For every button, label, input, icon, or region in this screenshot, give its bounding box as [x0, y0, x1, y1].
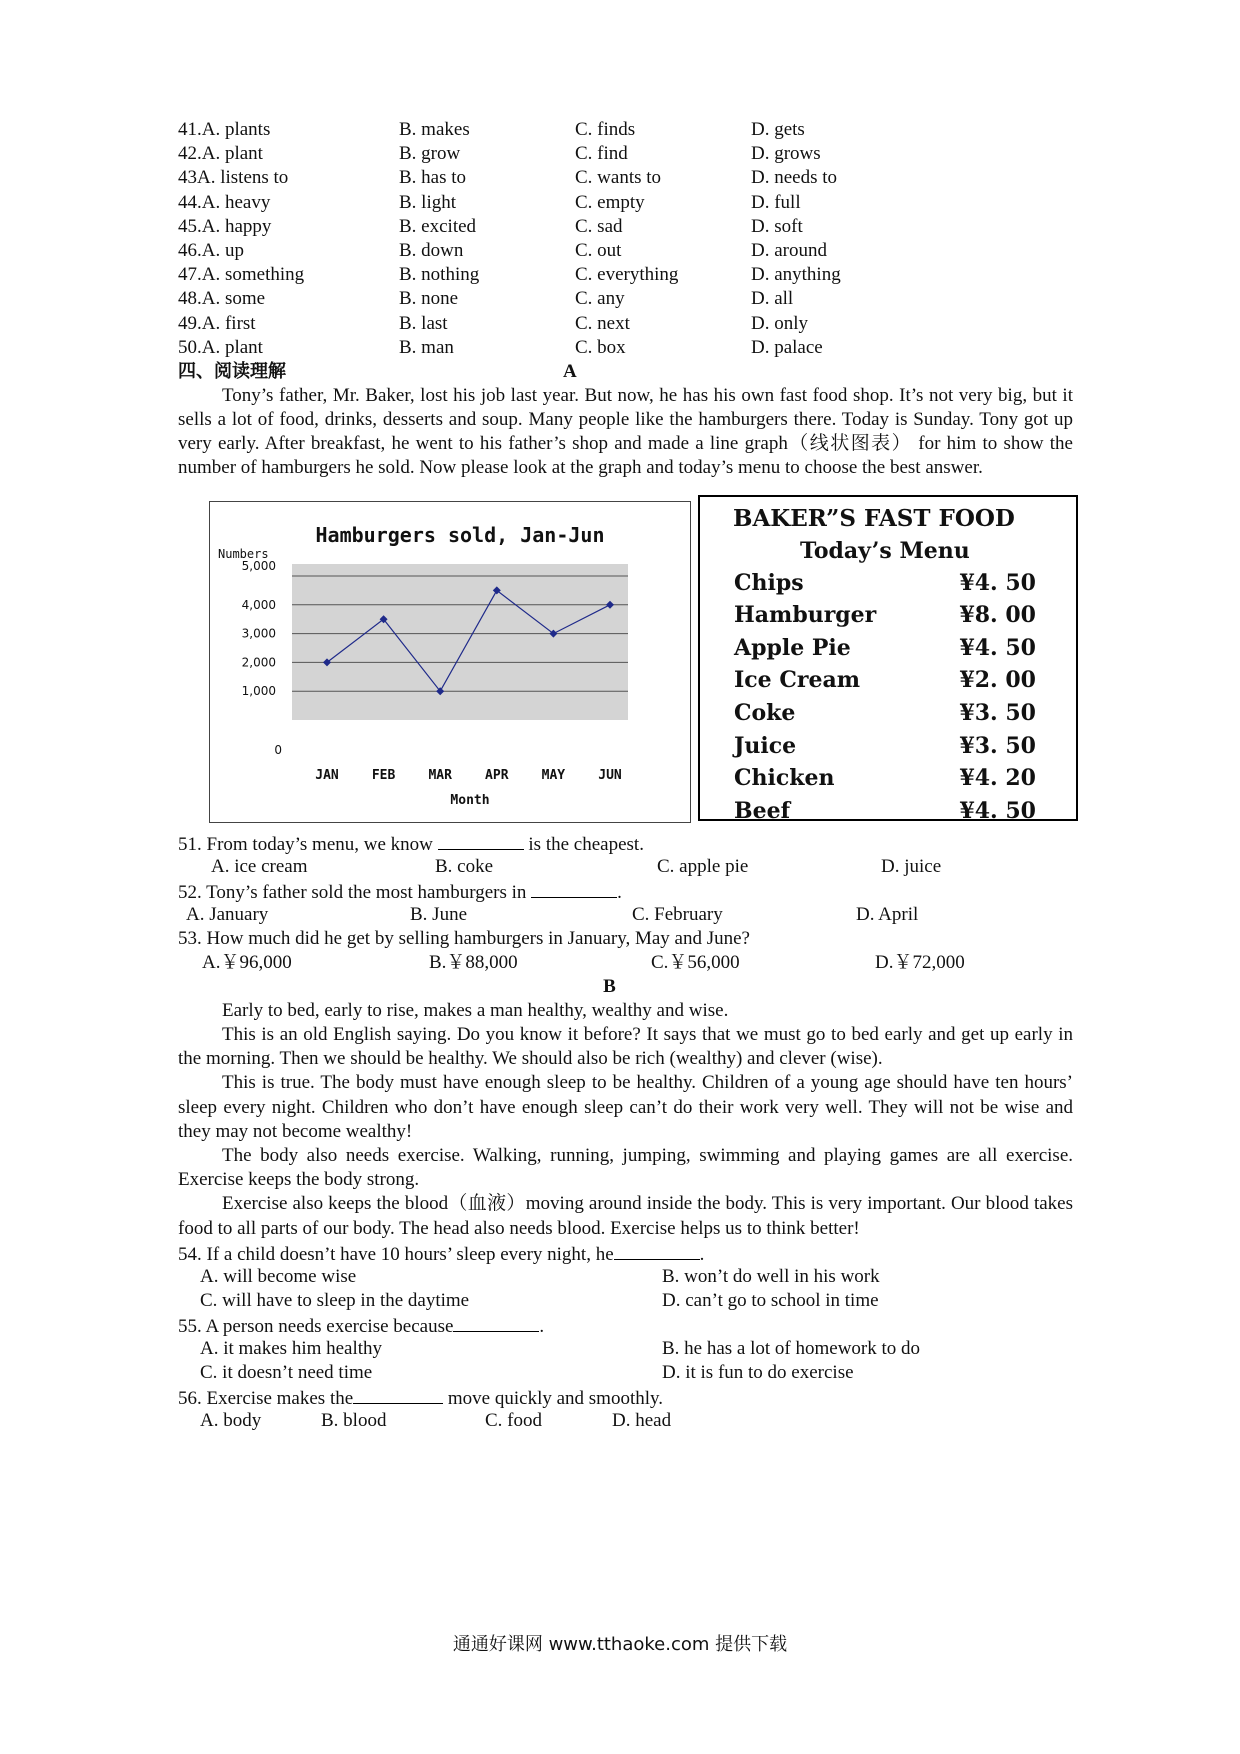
menu-board — [698, 495, 1078, 824]
option-a[interactable]: 43A. listens to — [178, 167, 289, 189]
x-tick-label: APR — [485, 767, 509, 783]
y-axis-label: Numbers — [218, 546, 269, 561]
q55-blank — [453, 1313, 539, 1332]
menu-item-name: Ice Cream — [734, 667, 860, 694]
option-a[interactable]: 46.A. up — [178, 239, 244, 261]
menu-item-name: Apple Pie — [734, 634, 851, 661]
question-54 — [178, 1241, 1073, 1265]
option-d[interactable]: D. full — [751, 191, 801, 213]
option-row — [178, 191, 1073, 215]
q51-option-b[interactable]: B. coke — [435, 855, 494, 877]
q56-option-c[interactable]: C. food — [485, 1409, 542, 1431]
line-chart — [209, 501, 691, 823]
q51-text-end: is the cheapest. — [528, 833, 644, 855]
q55-options-row2 — [178, 1361, 1073, 1385]
x-tick-label: FEB — [371, 767, 396, 783]
passage-b-p5: Exercise also keeps the blood（血液）moving around inside the body. This is very important. Our blood takes food to all parts of our body. The head also needs blood. Exercise helps us to think better! — [178, 1193, 1073, 1239]
option-a[interactable]: 42.A. plant — [178, 143, 263, 165]
menu-item-name: Juice — [734, 732, 797, 759]
option-row — [178, 287, 1073, 311]
q52-text: 52. Tony’s father sold the most hamburgers in — [178, 881, 527, 903]
q56-text-end: move quickly and smoothly. — [447, 1387, 664, 1409]
q52-option-c[interactable]: C. February — [632, 903, 723, 925]
option-row — [178, 312, 1073, 336]
section-heading — [178, 360, 1073, 384]
plot-area — [292, 564, 628, 720]
menu-item — [700, 762, 1076, 795]
menu-item-name: Coke — [734, 700, 796, 727]
option-c[interactable]: C. next — [575, 312, 630, 334]
y-tick-label: 1,000 — [241, 683, 276, 698]
y-tick-label: 2,000 — [241, 655, 276, 670]
q51-option-a[interactable]: A. ice cream — [211, 855, 308, 877]
q51-option-c[interactable]: C. apple pie — [657, 855, 749, 877]
option-d[interactable]: D. all — [751, 288, 794, 310]
menu-item-price: ¥8. 00 — [959, 602, 1036, 629]
option-a[interactable]: 41.A. plants — [178, 119, 271, 140]
figure-row — [178, 495, 1073, 831]
option-row — [178, 215, 1073, 239]
menu-item-name: Beef — [734, 797, 791, 824]
menu-items — [700, 567, 1076, 828]
option-a[interactable]: 47.A. something — [178, 264, 305, 286]
passage-b-p1: Early to bed, early to rise, makes a man healthy, wealthy and wise. — [222, 999, 729, 1021]
menu-item-price: ¥4. 50 — [959, 634, 1036, 661]
page-footer: 通通好课网 www.tthaoke.com 提供下载 — [452, 1634, 788, 1655]
option-c[interactable]: C. find — [575, 143, 628, 165]
menu-item — [700, 730, 1076, 763]
question-55 — [178, 1313, 1073, 1337]
option-b[interactable]: B. grow — [399, 143, 461, 165]
q56-options — [178, 1409, 1073, 1433]
q56-option-a[interactable]: A. body — [200, 1409, 262, 1431]
option-b[interactable]: B. makes — [399, 119, 470, 140]
menu-item-name: Chicken — [734, 765, 835, 792]
option-a[interactable]: 49.A. first — [178, 312, 256, 334]
option-c[interactable]: C. box — [575, 336, 626, 358]
q54-text-end: . — [699, 1243, 705, 1265]
q56-option-b[interactable]: B. blood — [321, 1409, 387, 1431]
x-tick-label: MAR — [428, 767, 452, 783]
menu-item — [700, 795, 1076, 828]
q54-blank — [614, 1241, 700, 1260]
option-d[interactable]: D. palace — [751, 336, 823, 358]
menu-item-price: ¥4. 20 — [959, 765, 1036, 792]
q55-option-d[interactable]: D. it is fun to do exercise — [662, 1361, 854, 1383]
chart-title: Hamburgers sold, Jan-Jun — [315, 522, 605, 547]
q51-blank — [438, 831, 524, 850]
q51-text: 51. From today’s menu, we know — [178, 833, 433, 855]
menu-item-price: ¥4. 50 — [959, 797, 1036, 824]
x-axis-label: Month — [450, 792, 490, 808]
q54-option-d[interactable]: D. can’t go to school in time — [662, 1289, 879, 1311]
q53-option-d[interactable]: D.￥72,000 — [875, 951, 965, 973]
option-b[interactable]: B. last — [399, 312, 448, 334]
q54-option-c[interactable]: C. will have to sleep in the daytime — [200, 1289, 470, 1311]
menu-item — [700, 664, 1076, 697]
option-b[interactable]: B. light — [399, 191, 457, 213]
question-52 — [178, 879, 1073, 903]
q53-option-b[interactable]: B.￥88,000 — [429, 951, 518, 973]
question-51 — [178, 831, 1073, 855]
option-c[interactable]: C. empty — [575, 191, 645, 213]
menu-subtitle: Today’s Menu — [800, 537, 970, 564]
option-d[interactable]: D. only — [751, 312, 808, 334]
y-tick-label: 3,000 — [241, 626, 276, 641]
menu-item-price: ¥3. 50 — [959, 700, 1036, 727]
option-a[interactable]: 44.A. heavy — [178, 191, 271, 213]
q51-options — [178, 855, 1073, 879]
option-d[interactable]: D. grows — [751, 143, 821, 165]
q52-option-d[interactable]: D. April — [856, 903, 919, 925]
option-b[interactable]: B. has to — [399, 167, 467, 189]
menu-item — [700, 697, 1076, 730]
q55-option-a[interactable]: A. it makes him healthy — [200, 1337, 383, 1359]
option-d[interactable]: D. soft — [751, 215, 803, 237]
option-b[interactable]: B. nothing — [399, 264, 480, 286]
menu-item-price: ¥2. 00 — [959, 667, 1036, 694]
exam-page — [178, 118, 1073, 1433]
menu-item-name: Chips — [734, 569, 804, 596]
passage-b-p3: This is true. The body must have enough sleep to be healthy. Children of a young age should have ten hours’ sleep every night. Children who don’t have enough sleep can’t do their work very well. They will not be wise and they may not become wealthy! — [178, 1072, 1073, 1142]
option-c[interactable]: C. wants to — [575, 167, 662, 189]
option-a[interactable]: 50.A. plant — [178, 336, 263, 358]
option-c[interactable]: C. out — [575, 239, 622, 261]
q52-blank — [531, 879, 617, 898]
x-tick-label: JAN — [315, 767, 339, 783]
option-b[interactable]: B. down — [399, 239, 464, 261]
option-row — [178, 239, 1073, 263]
q52-options — [178, 903, 1073, 927]
option-c[interactable]: C. everything — [575, 264, 679, 286]
q53-option-a[interactable]: A.￥96,000 — [202, 951, 292, 973]
menu-item-price: ¥3. 50 — [959, 732, 1036, 759]
menu-item-price: ¥4. 50 — [959, 569, 1036, 596]
menu-item — [700, 632, 1076, 665]
option-c[interactable]: C. any — [575, 288, 625, 310]
question-56 — [178, 1385, 1073, 1409]
q54-text: 54. If a child doesn’t have 10 hours’ sleep every night, he — [178, 1243, 614, 1265]
y-tick-label: 4,000 — [241, 597, 276, 612]
q52-text-end: . — [617, 881, 622, 903]
option-a[interactable]: 48.A. some — [178, 288, 266, 310]
menu-item — [700, 567, 1076, 600]
passage-b-p2: This is an old English saying. Do you know it before? It says that we must go to bed early and get up early in the morning. Then we should be healthy. We should also be rich (wealthy) and clever (wise). — [178, 1023, 1073, 1070]
option-b[interactable]: B. man — [399, 336, 454, 358]
option-d[interactable]: D. around — [751, 239, 827, 261]
menu-item — [700, 599, 1076, 632]
option-row — [178, 166, 1073, 190]
option-d[interactable]: D. needs to — [751, 167, 838, 189]
x-tick-label: MAY — [541, 767, 566, 783]
options-table — [178, 118, 1073, 360]
q56-option-d[interactable]: D. head — [612, 1409, 672, 1431]
q52-option-b[interactable]: B. June — [410, 903, 467, 925]
part-b-label: B — [603, 975, 616, 997]
q54-options-row1 — [178, 1265, 1073, 1289]
y-tick-label: 0 — [274, 742, 282, 757]
passage-a: Tony’s father, Mr. Baker, lost his job last year. But now, he has his own fast food shop. It’s not very big, but it sells a lot of food, drinks, desserts and soup. Many people like the hamburgers there. Today is Sunday. Tony got up very early. After breakfast, he went to his father’s shop and made a line graph（线状图表） for him to show the number of hamburgers he sold. Now please look at the graph and today’s menu to choose the best answer. — [178, 384, 1073, 479]
part-a-label: A — [563, 360, 577, 382]
q54-option-b[interactable]: B. won’t do well in his work — [662, 1265, 880, 1287]
passage-b-p4: The body also needs exercise. Walking, running, jumping, swimming and playing games are all exercise. Exercise keeps the body strong. — [178, 1144, 1073, 1191]
menu-title: BAKER”S FAST FOOD — [733, 504, 1015, 532]
option-d[interactable]: D. anything — [751, 264, 841, 286]
q52-option-a[interactable]: A. January — [186, 903, 269, 925]
section-title: 四、阅读理解 — [178, 360, 286, 382]
option-row — [178, 336, 1073, 360]
q54-options-row2 — [178, 1289, 1073, 1313]
q53-option-c[interactable]: C.￥56,000 — [651, 951, 740, 973]
q56-text: 56. Exercise makes the — [178, 1387, 354, 1409]
q55-option-b[interactable]: B. he has a lot of homework to do — [662, 1337, 921, 1359]
q53-options — [178, 951, 1073, 975]
option-b[interactable]: B. none — [399, 288, 459, 310]
q54-option-a[interactable]: A. will become wise — [200, 1265, 357, 1287]
option-b[interactable]: B. excited — [399, 215, 477, 237]
option-a[interactable]: 45.A. happy — [178, 215, 272, 237]
chart-svg — [210, 502, 690, 822]
option-row — [178, 263, 1073, 287]
q55-text: 55. A person needs exercise because — [178, 1315, 454, 1337]
question-53: 53. How much did he get by selling hamburgers in January, May and June? — [178, 927, 750, 949]
option-c[interactable]: C. finds — [575, 119, 636, 140]
q56-blank — [353, 1385, 443, 1404]
y-tick-label: 5,000 — [241, 558, 276, 573]
option-row — [178, 118, 1073, 142]
q51-option-d[interactable]: D. juice — [881, 855, 942, 877]
option-c[interactable]: C. sad — [575, 215, 623, 237]
q55-options-row1 — [178, 1337, 1073, 1361]
q55-text-end: . — [539, 1315, 545, 1337]
menu-item-name: Hamburger — [734, 602, 877, 629]
q55-option-c[interactable]: C. it doesn’t need time — [200, 1361, 373, 1383]
option-row — [178, 142, 1073, 166]
x-tick-label: JUN — [598, 767, 622, 783]
option-d[interactable]: D. gets — [751, 119, 805, 140]
